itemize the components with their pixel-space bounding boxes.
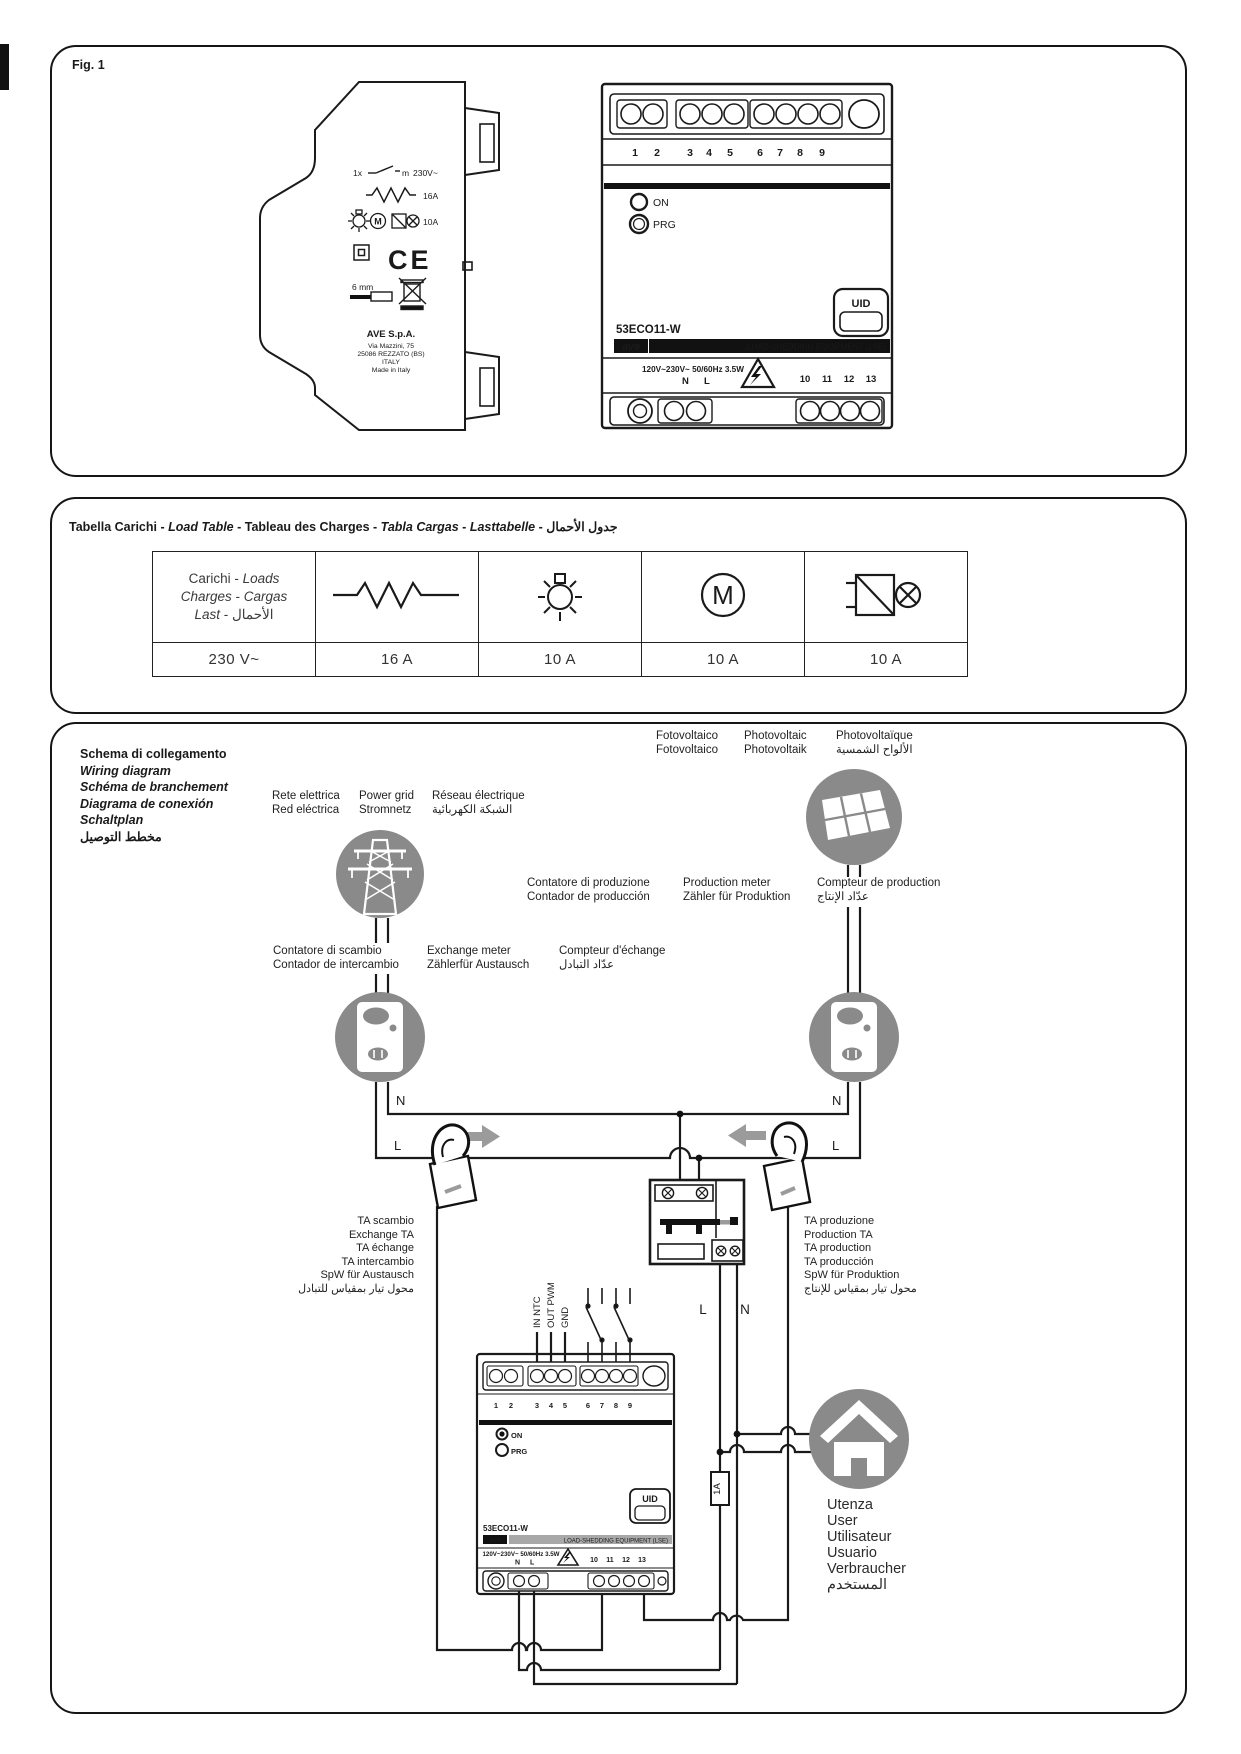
terminal-numbers-top <box>632 147 825 159</box>
wiring-device-front <box>477 1354 674 1594</box>
power-grid-label: Power grid Stromnetz <box>359 790 414 816</box>
power-grid-label: Réseau électrique الشبكة الكهربائية <box>432 790 525 816</box>
svg-text:13: 13 <box>638 1557 646 1564</box>
svg-text:UID: UID <box>851 298 871 310</box>
strip-length: 6 mm <box>352 282 374 292</box>
line-label-left: L <box>394 1138 402 1153</box>
svg-text:ave: ave <box>489 1537 501 1545</box>
power-grid-icon <box>336 830 424 918</box>
svg-text:12: 12 <box>843 374 855 385</box>
svg-text:ON: ON <box>511 1431 523 1440</box>
production-meter-label: Contatore di produzione Contador de producción <box>527 877 650 903</box>
neutral-bus <box>388 1082 848 1114</box>
svg-text:10: 10 <box>590 1557 598 1564</box>
svg-text:1: 1 <box>632 147 638 159</box>
house-neutral-feed <box>737 1427 811 1434</box>
neutral-label-center: N <box>740 1302 750 1317</box>
svg-text:120V~230V~ 50/60Hz 3.5W: 120V~230V~ 50/60Hz 3.5W <box>482 1551 560 1558</box>
rating-cell: 16 A <box>316 643 479 677</box>
svg-text:IN NTC: IN NTC <box>532 1296 543 1328</box>
svg-text:4: 4 <box>706 147 712 159</box>
svg-text:8: 8 <box>797 147 803 159</box>
svg-text:12: 12 <box>622 1557 630 1564</box>
terminal-numbers-bottom <box>800 374 877 385</box>
rating-cell: 10 A <box>479 643 642 677</box>
resistor-column <box>316 552 479 643</box>
motor-icon <box>698 570 748 620</box>
production-meter-label: Compteur de production عدّاد الإنتاج <box>817 877 941 903</box>
relay-count: 1x <box>353 168 362 178</box>
production-meter-icon <box>809 992 899 1082</box>
svg-text:7: 7 <box>599 1401 605 1410</box>
model-number: 53ECO11-W <box>616 324 681 336</box>
uid-button <box>834 289 888 336</box>
svg-text:4: 4 <box>548 1401 554 1410</box>
svg-text:OUT PWM: OUT PWM <box>546 1282 557 1328</box>
svg-text:N: N <box>515 1559 521 1567</box>
rating-cell: 10 A <box>805 643 968 677</box>
double-insulation-icon <box>354 245 369 260</box>
svg-text:GND: GND <box>560 1306 571 1328</box>
motor-column <box>642 552 805 643</box>
fuse <box>711 1472 729 1505</box>
house-icon <box>809 1389 909 1489</box>
figure1-panel <box>50 45 1187 477</box>
svg-text:25086 REZZATO (BS): 25086 REZZATO (BS) <box>357 351 425 358</box>
transformer-icon <box>844 567 928 623</box>
ta-production-wire <box>644 1204 788 1620</box>
svg-text:11: 11 <box>821 374 833 385</box>
device-line-wire <box>519 1591 720 1670</box>
figure-label: Fig. 1 <box>72 58 105 72</box>
ta-exchange-wire <box>437 1206 605 1650</box>
exchange-clamp-icon <box>430 1125 476 1208</box>
exchange-meter-label: Contatore di scambio Contador de intercambio <box>273 945 399 971</box>
svg-text:m: m <box>402 168 410 178</box>
svg-text:PRG: PRG <box>511 1447 528 1456</box>
svg-text:UID: UID <box>642 1494 658 1504</box>
warning-icon <box>742 359 774 387</box>
neutral-label-right: N <box>832 1093 842 1108</box>
voltage-cell: 230 V~ <box>153 643 316 677</box>
power-rating: 120V~230V~ 50/60Hz 3.5W <box>642 365 744 374</box>
wiring-diagram-panel <box>50 722 1187 1714</box>
ave-logo <box>614 339 648 353</box>
resistor-icon <box>366 188 416 202</box>
photovoltaic-label: Fotovoltaico Fotovoltaico <box>656 730 719 756</box>
svg-text:ITALY: ITALY <box>382 359 400 366</box>
pin-labels <box>532 1282 571 1328</box>
banner-text: LOAD-SHEDDING EQUIPMENT (LSE) <box>747 342 886 352</box>
device-front-view <box>600 81 896 433</box>
lamp-icon <box>534 567 586 623</box>
ta-exchange-label: TA scambio Exchange TA TA échange TA intercambio SpW für Austausch محول تيار بمقياس للتبادل <box>298 1215 414 1295</box>
svg-text:5: 5 <box>562 1401 568 1410</box>
production-clamp-icon <box>764 1123 810 1210</box>
load-table <box>152 551 968 677</box>
svg-text:6: 6 <box>757 147 763 159</box>
brand-name: AVE S.p.A. <box>366 329 416 340</box>
svg-text:5: 5 <box>727 147 733 159</box>
load-rating: 10A <box>423 217 439 227</box>
svg-text:Made in Italy: Made in Italy <box>371 367 411 374</box>
production-meter-label: Production meter Zähler für Produktion <box>683 877 791 903</box>
loads-header-cell: Carichi - Loads Charges - Cargas Last - الأحمال <box>153 552 316 643</box>
load-table-panel <box>50 497 1187 714</box>
wiring-diagram <box>52 724 1185 1712</box>
rating-cell: 10 A <box>642 643 805 677</box>
breaker <box>650 1180 744 1264</box>
svg-text:N: N <box>682 376 689 387</box>
junction-dots <box>677 1111 741 1456</box>
photovoltaic-label: Photovoltaic Photovoltaik <box>744 730 807 756</box>
svg-text:9: 9 <box>819 147 825 159</box>
svg-text:9: 9 <box>627 1401 633 1410</box>
svg-text:2: 2 <box>654 147 660 159</box>
ce-mark-icon: CE <box>388 245 432 275</box>
svg-text:8: 8 <box>613 1401 619 1410</box>
svg-text:3: 3 <box>687 147 693 159</box>
switch-contacts <box>586 1288 632 1362</box>
svg-text:10: 10 <box>799 374 811 385</box>
svg-text:11: 11 <box>606 1557 614 1564</box>
weee-bin-icon <box>399 278 426 310</box>
load-table-title: Tabella Carichi - Load Table - Tableau des Charges - Tabla Cargas - Lasttabelle - جدول الأحمال <box>69 520 618 534</box>
svg-text:LOAD-SHEDDING EQUIPMENT (LSE): LOAD-SHEDDING EQUIPMENT (LSE) <box>563 1538 668 1545</box>
svg-text:2: 2 <box>508 1401 514 1410</box>
resistive-rating: 16A <box>423 191 439 201</box>
user-label: Utenza User Utilisateur Usuario Verbraucher المستخدم <box>827 1497 906 1593</box>
brand-address: Via Mazzini, 75 <box>368 343 414 350</box>
svg-text:M: M <box>374 216 382 227</box>
house-line-feed <box>720 1445 811 1452</box>
svg-text:1: 1 <box>493 1401 499 1410</box>
import-arrow-icon <box>728 1124 766 1147</box>
svg-text:1A: 1A <box>712 1483 723 1495</box>
svg-text:7: 7 <box>777 147 783 159</box>
relay-contact-icon <box>368 166 400 173</box>
power-grid-label: Rete elettrica Red eléctrica <box>272 790 340 816</box>
ta-production-label: TA produzione Production TA TA production TA producción SpW für Produktion محول تيار بمقياس للإنتاج <box>804 1215 917 1295</box>
lamp-icon <box>348 210 370 232</box>
svg-text:6: 6 <box>585 1401 591 1410</box>
neutral-label-left: N <box>396 1093 406 1108</box>
photovoltaic-icon <box>806 769 902 865</box>
lamp-column <box>479 552 642 643</box>
svg-text:ON: ON <box>653 197 669 209</box>
exchange-meter-label: Exchange meter Zählerfür Austausch <box>427 945 530 971</box>
exchange-meter-label: Compteur d'échange عدّاد التبادل <box>559 945 666 971</box>
transformer-icon <box>392 214 419 228</box>
wire-strip-icon <box>350 292 392 301</box>
motor-icon <box>371 214 386 229</box>
svg-text:M: M <box>712 579 734 610</box>
svg-text:3: 3 <box>534 1401 540 1410</box>
line-label-right: L <box>832 1138 840 1153</box>
svg-text:L: L <box>704 376 710 387</box>
svg-text:L: L <box>530 1559 535 1567</box>
resistor-icon <box>331 580 463 610</box>
transformer-column <box>805 552 968 643</box>
svg-text:ave: ave <box>621 341 641 353</box>
on-led <box>631 194 647 210</box>
device-side-view <box>250 69 512 451</box>
page-edge-mark <box>0 44 9 90</box>
svg-text:53ECO11-W: 53ECO11-W <box>483 1524 528 1533</box>
relay-voltage: 230V~ <box>413 168 438 178</box>
wiring-heading: Schema di collegamento Wiring diagram Schéma de branchement Diagrama de conexión Schaltplan مخطط التوصيل <box>80 747 228 844</box>
exchange-meter-icon <box>335 992 425 1082</box>
photovoltaic-label: Photovoltaïque الألواح الشمسية <box>836 730 913 756</box>
svg-text:PRG: PRG <box>653 219 676 231</box>
line-label-center: L <box>699 1302 707 1317</box>
svg-text:13: 13 <box>865 374 877 385</box>
prg-led <box>630 215 648 233</box>
